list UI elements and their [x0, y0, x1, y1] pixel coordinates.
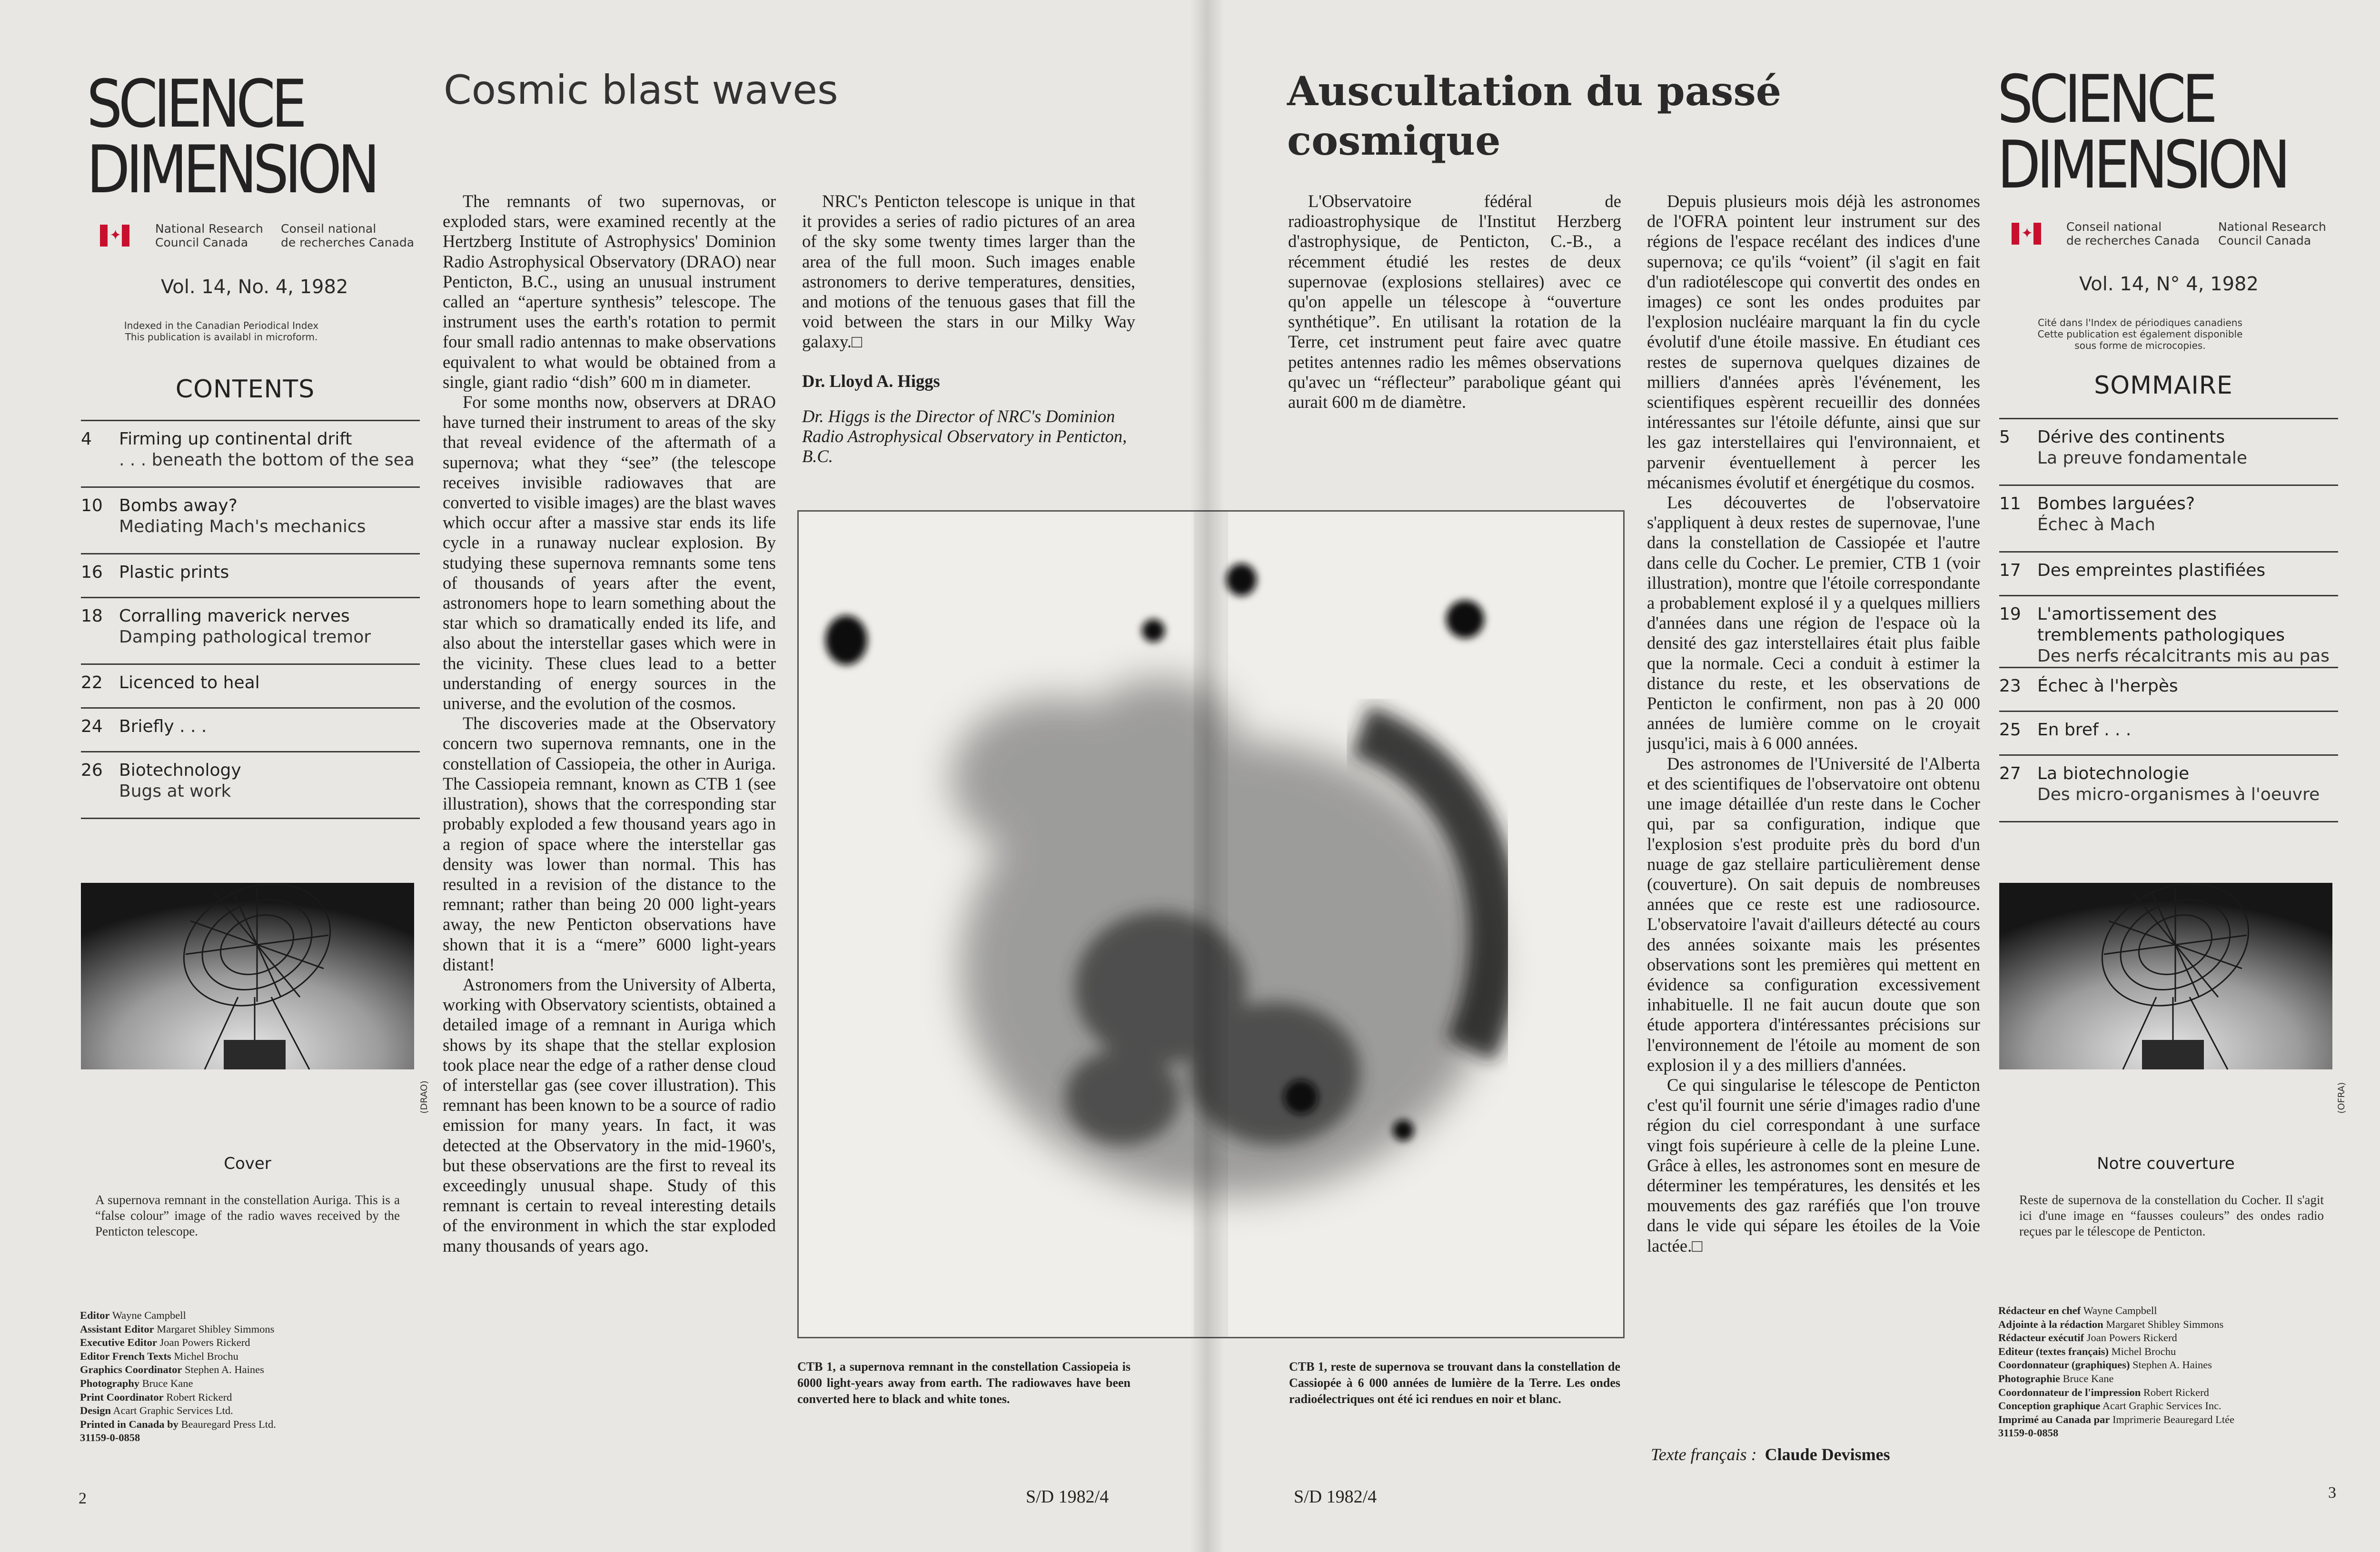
radio-telescope-image — [81, 883, 414, 1069]
article-headline: Auscultation du passé cosmique — [1287, 68, 1782, 164]
credit-line — [80, 1404, 423, 1418]
contents-title: SOMMAIRE — [2094, 371, 2233, 400]
credit-name: Stephen A. Haines — [2132, 1359, 2212, 1371]
index-note: Cité dans l'Index de périodiques canadiens Cette publication est également disponible sous forme de microcopies. — [2037, 317, 2243, 351]
credit-name: Michel Brochu — [2111, 1345, 2176, 1357]
contents-title: Bombs away? — [119, 496, 238, 515]
cover-caption: Reste de supernova de la constellation du Cocher. Il s'agit ici d'une image en “fausses couleurs” des ondes radio reçues par le télescope de Penticton. — [2019, 1193, 2324, 1238]
folio: S/D 1982/4 — [1294, 1487, 1377, 1507]
cover-thumbnail — [1999, 883, 2332, 1069]
cover-title: Notre couverture — [2097, 1154, 2235, 1173]
credit-line — [80, 1377, 423, 1391]
contents-entry — [1999, 667, 2338, 711]
credit-role: Photographie — [1998, 1372, 2061, 1384]
credit-line — [80, 1418, 423, 1432]
contents-page-number: 5 — [1999, 427, 2010, 447]
credit-role: Design — [80, 1404, 111, 1417]
paragraph: For some months now, observers at DRAO have turned their instrument to areas of the sky that reveal evidence of the aftermath of a supernova; what they “see” (the telescope receives invisible radiowaves that are converted to visible images) are the blast waves which occur after a massive star ends its life cycle in a runaway nuclear explosion. By studying these supernova remnants some tens of thousands of years after the event, astronomers hope to learn something about the star which so dramatically ended its life, and also about the interstellar gases which were in the vicinity. These clues lead to a better understanding of energy sources in the universe, and the evolution of the cosmos. — [443, 392, 776, 713]
contents-entry — [81, 553, 420, 597]
credit-line — [1998, 1318, 2341, 1332]
credit-name: Acart Graphic Services Ltd. — [113, 1404, 233, 1417]
photo-caption: CTB 1, reste de supernova se trouvant dans la constellation de Cassiopée à 6 000 années de lumière de la Terre. Les ondes radioélectriques ont été ici rendues en noir et blanc. — [1289, 1360, 1620, 1406]
table-of-contents — [1999, 418, 2338, 822]
publisher-fr: Conseil national de recherches Canada — [281, 222, 415, 249]
credit-role: Imprimé au Canada par — [1998, 1413, 2110, 1425]
page-number: 2 — [79, 1490, 87, 1507]
contents-title: Échec à l'herpès — [2037, 676, 2178, 696]
credit-role: Editeur (textes français) — [1998, 1345, 2109, 1357]
credit-role: Coordonnateur de l'impression — [1998, 1386, 2141, 1398]
credit-role: Print Coordinator — [80, 1391, 164, 1403]
contents-entry — [81, 597, 420, 663]
contents-title: Corralling maverick nerves — [119, 606, 350, 626]
paragraph: NRC's Penticton telescope is unique in that it provides a series of radio pictures of an area of the sky some twenty times larger than the area of the full moon. Such images enable astronomers to derive temperatures, densities, and motions of the tenuous gases that fill the void between the stars in our Milky Way galaxy.□ — [802, 191, 1135, 352]
credit-name: Margaret Shibley Simmons — [157, 1323, 275, 1335]
paragraph: Astronomers from the University of Alberta, working with Observatory scientists, obtained a detailed image of a remnant in Auriga which shows by its shape that the stellar explosion took place near the edge of a rather dense cloud of interstellar gas (see cover illustration). This remnant has been known to be a source of radio emission for many years. In fact, it was detected at the Observatory in the mid-1960's, but these observations are the first to reveal its exceedingly unusual shape. Study of this remnant is certain to reveal interesting details of the environment in which the star exploded many thousands of years ago. — [443, 974, 776, 1255]
contents-entry — [1999, 551, 2338, 595]
credit-role: Rédacteur en chef — [1998, 1305, 2081, 1316]
credit-name: Margaret Shibley Simmons — [2106, 1318, 2224, 1330]
credit-name: Stephen A. Haines — [185, 1364, 264, 1376]
credit-line — [80, 1323, 423, 1336]
contents-title: Biotechnology — [119, 761, 241, 780]
credit-name: Joan Powers Rickerd — [2086, 1332, 2177, 1344]
contents-entry — [81, 420, 420, 486]
contents-entry — [81, 707, 420, 751]
credit-role: Graphics Coordinator — [80, 1364, 182, 1376]
contents-subtitle: Échec à Mach — [2037, 515, 2155, 534]
masthead-line2: DIMENSION — [87, 131, 376, 208]
credit-name: Robert Rickerd — [2143, 1386, 2209, 1398]
index-note: Indexed in the Canadian Periodical Index This publication is availabl in microform. — [124, 320, 319, 343]
masthead-line2: DIMENSION — [1997, 127, 2287, 203]
photo-credit: (DRAO) — [419, 1080, 429, 1114]
credit-name: Wayne Campbell — [2083, 1305, 2157, 1316]
credit-role: Rédacteur exécutif — [1998, 1332, 2084, 1344]
contents-subtitle: Des micro-organismes à l'oeuvre — [2037, 785, 2320, 804]
contents-entry — [1999, 754, 2338, 821]
supernova-remnant-image — [799, 512, 1623, 1337]
contents-entry — [81, 486, 420, 553]
credit-line — [1998, 1386, 2341, 1400]
article-headline: Cosmic blast waves — [444, 67, 838, 113]
contents-title: Dérive des continents — [2037, 427, 2225, 447]
masthead-credits — [80, 1309, 423, 1445]
cover-title: Cover — [224, 1154, 271, 1173]
credit-name: Bruce Kane — [142, 1377, 193, 1389]
credit-name: Imprimerie Beauregard Ltée — [2112, 1413, 2235, 1425]
contents-page-number: 23 — [1999, 676, 2021, 696]
credit-role: Coordonnateur (graphiques) — [1998, 1359, 2130, 1371]
article-column-2 — [802, 191, 1135, 466]
credit-line — [1998, 1331, 2341, 1345]
credit-name: Beauregard Press Ltd. — [181, 1418, 276, 1430]
paragraph: Depuis plusieurs mois déjà les astronomes de l'OFRA pointent leur instrument sur des régions de l'espace recélant des indices d'une supernova; ce qu'ils “voient” (il s'agit en fait d'un radiotélescope qui convertit des ondes en images) ce sont les ondes produites par l'explosion nucléaire marquant la fin du cycle évolutif d'une étoile massive. En étudiant ces restes de supernova quelques dizaines de milliers d'années après l'événement, les scientifiques espèrent recueillir des données intéressantes sur l'étoile défunte, ainsi que sur les gaz interstellaires qui l'environnaient, et parvenir éventuellement à percer les mécanismes évolutif et énergétique du cosmos. — [1647, 191, 1980, 492]
credit-name: Acart Graphic Services Inc. — [2102, 1400, 2221, 1412]
contents-subtitle: . . . beneath the bottom of the sea — [119, 450, 415, 470]
credit-role: Editor — [80, 1309, 110, 1321]
contents-title: Firming up continental drift — [119, 429, 352, 449]
contents-page-number: 18 — [81, 606, 103, 626]
contents-entry — [81, 751, 420, 818]
contents-entry — [1999, 484, 2338, 551]
table-of-contents — [81, 420, 420, 819]
cover-thumbnail — [81, 883, 414, 1069]
paragraph: L'Observatoire fédéral de radioastrophysique de l'Institut Herzberg d'astrophysique, de Penticton, C.-B., a récemment étudié les restes de deux supernovae (explosions stellaires) avec ce qu'on appelle un télescope à “ouverture synthétique”. En utilisant la rotation de la Terre, cet instrument peut faire avec quatre petites antennes radio les mêmes observations qu'avec un “réflecteur” parabolique géant qui aurait 600 m de diamètre. — [1288, 191, 1621, 412]
contents-entry — [81, 663, 420, 707]
translator-credit: Texte français : Claude Devismes — [1651, 1445, 1890, 1464]
contents-page-number: 11 — [1999, 494, 2021, 514]
credit-line — [80, 1391, 423, 1404]
contents-page-number: 16 — [81, 563, 103, 582]
article-column-2 — [1647, 191, 1980, 1256]
contents-page-number: 17 — [1999, 561, 2021, 580]
contents-page-number: 22 — [81, 673, 103, 692]
cover-caption: A supernova remnant in the constellation Auriga. This is a “false colour” image of the radio waves received by the Penticton telescope. — [95, 1193, 400, 1238]
canada-flag-icon: ✦ — [100, 225, 129, 247]
credit-line — [1998, 1304, 2341, 1318]
paragraph: Ce qui singularise le télescope de Penticton c'est qu'il fournit une série d'images radio d'une région du ciel correspondant à une surface vingt fois supérieure à celle de la pleine Lune. Grâce à elles, les astronomes sont en mesure de déterminer les températures, les densités et les mouvements des gaz raréfiés que l'on trouve dans le vide qui sépare les étoiles de la Voie lactée.□ — [1647, 1075, 1980, 1255]
credit-line — [1998, 1372, 2341, 1386]
publisher-fr: Conseil national de recherches Canada — [2066, 220, 2200, 247]
credit-name: Michel Brochu — [174, 1350, 238, 1362]
contents-title: En bref . . . — [2037, 720, 2132, 740]
volume-issue: Vol. 14, No. 4, 1982 — [161, 276, 348, 298]
contents-title: L'amortissement des tremblements pathologiques — [2037, 604, 2285, 645]
canada-flag-icon: ✦ — [2012, 223, 2041, 245]
paragraph: The discoveries made at the Observatory concern two supernova remnants, one in the constellation of Cassiopeia, the other in Auriga. The Cassiopeia remnant, known as CTB 1 (see illustration), shows that the corresponding star probably exploded a few thousand years ago in a region of space where the interstellar gas density was lower than normal. This has resulted in a revision of the distance to the remnant; rather than being 20 000 light-years away, the new Penticton observations have shown that it is a “mere” 6000 light-years distant! — [443, 713, 776, 974]
photo-credit: (OFRA) — [2336, 1082, 2347, 1114]
credit-name: Wayne Campbell — [112, 1309, 186, 1321]
credit-line — [80, 1336, 423, 1350]
contents-title: Briefly . . . — [119, 717, 207, 736]
credit-role: 31159-0-0858 — [80, 1432, 140, 1444]
contents-subtitle: Des nerfs récalcitrants mis au pas — [2037, 646, 2330, 666]
paragraph: Les découvertes de l'observatoire s'appliquent à deux restes de supernovae, l'une dans la constellation de Cassiopée et l'autre dans celle du Cocher. Le premier, CTB 1 (voir illustration), montre que l'étoile correspondante a probablement explosé il y a quelques milliers d'années dans une région de l'espace où la densité des gaz interstellaires était plus faible que la normale. Ceci a conduit à estimer la distance du reste, et les observations de Penticton le confirment, non pas à 20 000 années de lumière comme on le croyait jusqu'ici, mais à 6 000 années. — [1647, 493, 1980, 753]
credit-role: Photography — [80, 1377, 140, 1389]
contents-title: Bombes larguées? — [2037, 494, 2195, 514]
publisher-en: National Research Council Canada — [155, 222, 263, 249]
contents-title: La biotechnologie — [2037, 764, 2190, 783]
credit-line — [1998, 1413, 2341, 1427]
credit-role: Executive Editor — [80, 1336, 157, 1349]
credit-line — [1998, 1399, 2341, 1413]
contents-subtitle: Mediating Mach's mechanics — [119, 517, 366, 536]
credit-line — [1998, 1358, 2341, 1372]
paragraph: The remnants of two supernovas, or exploded stars, were examined recently at the Hertzberg Institute of Astrophysics' Dominion Radio Astrophysical Observatory (DRAO) near Penticton, B.C., using an unusual instrument called an “aperture synthesis” telescope. The instrument uses the earth's rotation to permit four small radio antennas to make observations equivalent to what would be obtained from a single, giant radio “dish” 600 m in diameter. — [443, 191, 776, 392]
credit-line — [1998, 1345, 2341, 1359]
credit-line — [80, 1309, 423, 1323]
photo-caption: CTB 1, a supernova remnant in the constellation Cassiopeia is 6000 light-years away from earth. The radiowaves have been converted here to black and white tones. — [797, 1360, 1130, 1406]
contents-entry — [1999, 595, 2338, 667]
credit-line — [1998, 1426, 2341, 1440]
contents-page-number: 10 — [81, 496, 103, 515]
contents-divider — [1999, 821, 2338, 822]
credit-role: Editor French Texts — [80, 1350, 171, 1362]
credit-line — [80, 1363, 423, 1377]
masthead-credits — [1998, 1304, 2341, 1440]
contents-page-number: 19 — [1999, 604, 2021, 624]
folio: S/D 1982/4 — [1026, 1487, 1109, 1507]
contents-subtitle: La preuve fondamentale — [2037, 448, 2248, 468]
radio-telescope-image — [1999, 883, 2332, 1069]
contents-page-number: 27 — [1999, 764, 2021, 783]
contents-page-number: 4 — [81, 429, 92, 449]
contents-page-number: 26 — [81, 761, 103, 780]
credit-name: Robert Rickerd — [166, 1391, 232, 1403]
article-column-1 — [1288, 191, 1621, 412]
credit-role: Adjointe à la rédaction — [1998, 1318, 2103, 1330]
credit-role: Printed in Canada by — [80, 1418, 178, 1430]
masthead — [87, 66, 376, 208]
credit-role: 31159-0-0858 — [1998, 1427, 2059, 1439]
page-number: 3 — [2328, 1484, 2336, 1502]
credit-line — [80, 1350, 423, 1364]
contents-title: Plastic prints — [119, 563, 229, 582]
author-name: Dr. Lloyd A. Higgs — [802, 371, 940, 391]
credit-line — [80, 1431, 423, 1445]
contents-divider — [81, 818, 420, 819]
volume-issue: Vol. 14, N° 4, 1982 — [2079, 273, 2259, 295]
contents-title: CONTENTS — [175, 375, 315, 404]
credit-name: Joan Powers Rickerd — [159, 1336, 250, 1349]
publisher-en: National Research Council Canada — [2218, 220, 2326, 247]
supernova-photo — [797, 510, 1625, 1338]
contents-title: Licenced to heal — [119, 673, 260, 692]
contents-subtitle: Damping pathological tremor — [119, 627, 371, 647]
contents-subtitle: Bugs at work — [119, 781, 231, 801]
contents-title: Des empreintes plastifiées — [2037, 561, 2266, 580]
article-column-1 — [443, 191, 776, 1256]
author-bio: Dr. Higgs is the Director of NRC's Dominion Radio Astrophysical Observatory in Penticton, B.C. — [802, 406, 1127, 466]
contents-entry — [1999, 418, 2338, 484]
contents-entry — [1999, 711, 2338, 754]
credit-name: Bruce Kane — [2063, 1372, 2114, 1384]
masthead-line1: SCIENCE — [1997, 61, 2214, 138]
credit-role: Conception graphique — [1998, 1400, 2101, 1412]
masthead — [1997, 61, 2287, 203]
paragraph: Des astronomes de l'Université de l'Alberta et des scientifiques de l'observatoire ont obtenu une image détaillée d'un reste dans le Cocher qui, par sa configuration, indique que l'explosion s'est produite près du bord d'un nuage de gaz stellaire particulièrement dense (couverture). On sait depuis de nombreuses années que ce reste est une radiosource. L'observatoire l'avait d'ailleurs détecté au cours des années soixante mais les présentes observations sont les premières qui mettent en évidence sa configuration excessivement inhabituelle. Il ne fait aucun doute que son étude apportera d'intéressantes précisions sur l'environnement de l'étoile au moment de son explosion il y a des milliers d'années. — [1647, 753, 1980, 1075]
contents-page-number: 25 — [1999, 720, 2021, 740]
credit-role: Assistant Editor — [80, 1323, 154, 1335]
contents-page-number: 24 — [81, 717, 103, 736]
masthead-line1: SCIENCE — [87, 66, 303, 142]
